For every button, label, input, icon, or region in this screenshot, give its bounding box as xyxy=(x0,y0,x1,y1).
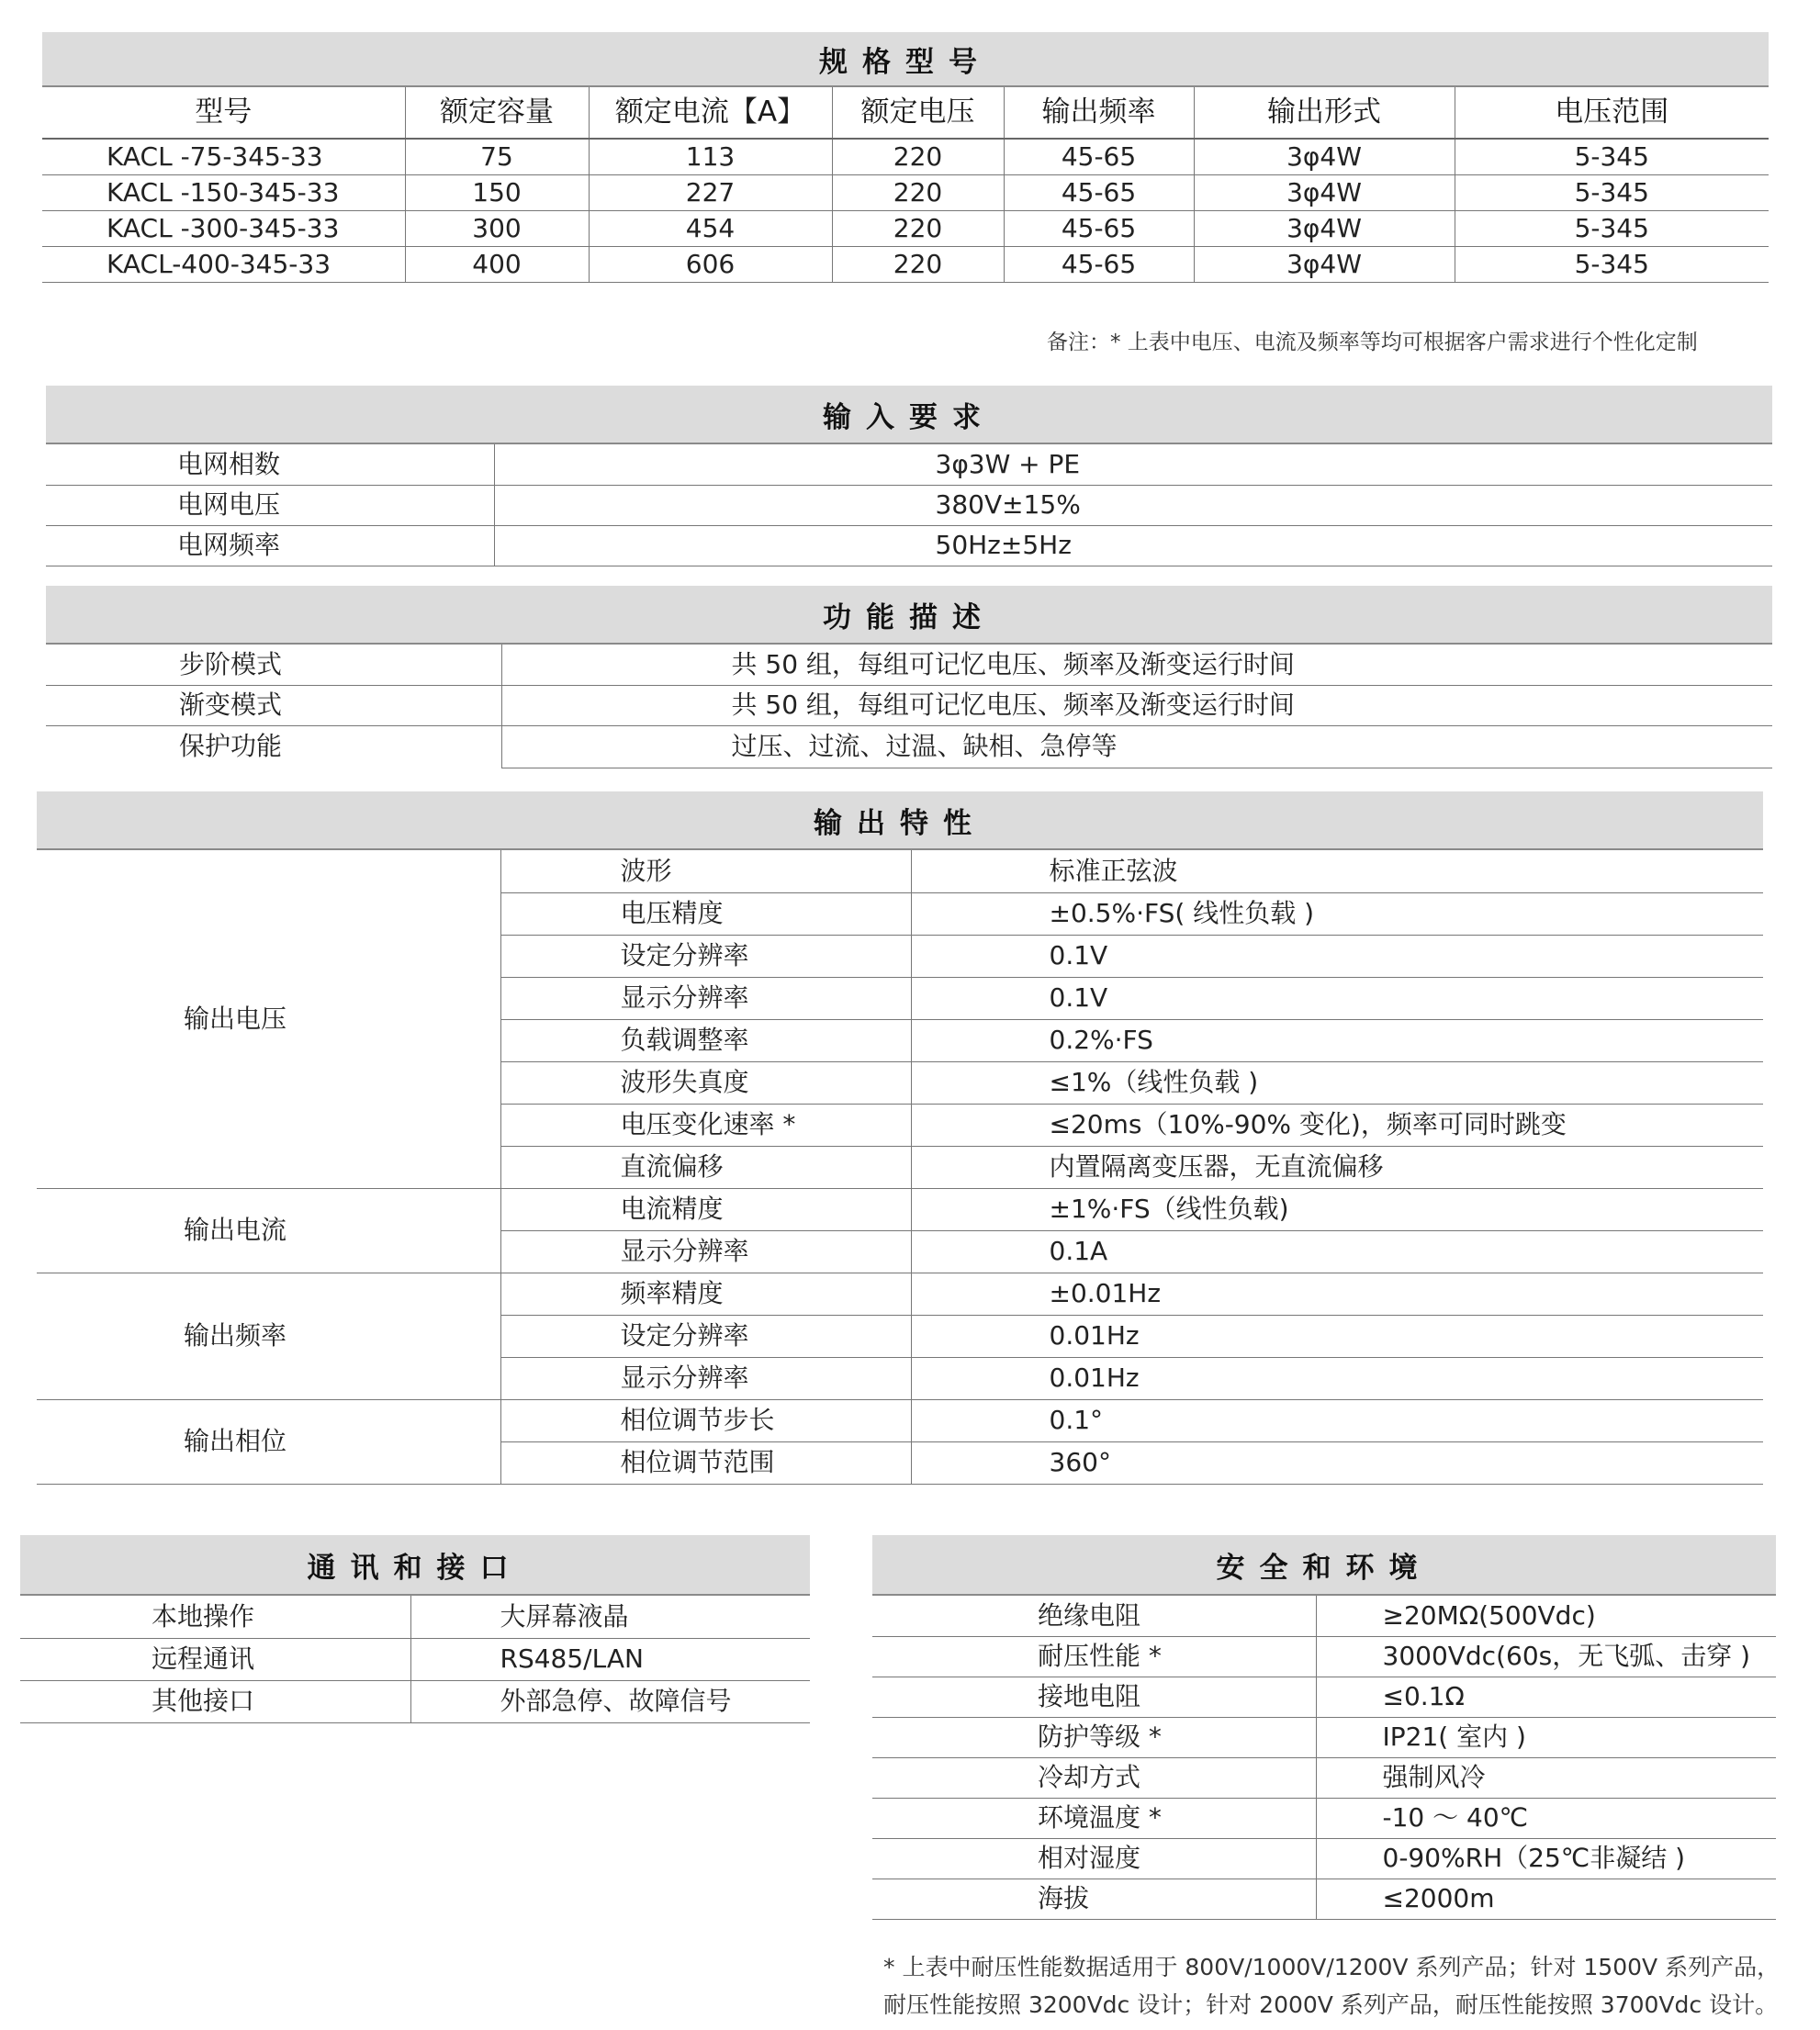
output-value: 0.1A xyxy=(911,1230,1763,1273)
safety-label: 相对湿度 xyxy=(872,1838,1316,1879)
spec-cell: KACL -150-345-33 xyxy=(42,174,405,210)
table-row xyxy=(46,444,1772,485)
output-item: 电压变化速率 * xyxy=(500,1104,911,1146)
safety-label: 绝缘电阻 xyxy=(872,1596,1316,1636)
safety-table xyxy=(872,1596,1776,1920)
spec-cell: 300 xyxy=(405,210,589,246)
spec-cell: 5-345 xyxy=(1455,139,1769,174)
table-row xyxy=(42,210,1769,246)
output-value: 0.1V xyxy=(911,935,1763,977)
function-label: 保护功能 xyxy=(179,731,283,762)
safety-label: 接地电阻 xyxy=(872,1677,1316,1717)
table-row xyxy=(46,645,1772,685)
output-item: 波形失真度 xyxy=(500,1061,911,1104)
function-value: 共 50 组，每组可记忆电压、频率及渐变运行时间 xyxy=(501,685,1772,725)
table-row xyxy=(20,1596,810,1638)
output-value: 0.2%·FS xyxy=(911,1019,1763,1061)
output-value: ±1%·FS（线性负载) xyxy=(911,1188,1763,1230)
input-table xyxy=(46,444,1772,566)
spec-cell: 45-65 xyxy=(1004,210,1194,246)
input-value: 380V±15% xyxy=(494,485,1772,525)
spec-cell: 3φ4W xyxy=(1194,246,1455,282)
table-row xyxy=(37,1273,1763,1315)
output-value: ±0.5%·FS( 线性负载 ) xyxy=(911,892,1763,935)
spec-cell: 113 xyxy=(589,139,832,174)
spec-cell: 150 xyxy=(405,174,589,210)
output-item: 显示分辨率 xyxy=(500,1357,911,1399)
output-group-voltage: 输出电压 xyxy=(37,850,500,1188)
comm-label: 其他接口 xyxy=(20,1680,410,1722)
output-table xyxy=(37,850,1763,1485)
output-value: ≤20ms（10%-90% 变化)，频率可同时跳变 xyxy=(911,1104,1763,1146)
output-value: 0.01Hz xyxy=(911,1357,1763,1399)
spec-cell: 45-65 xyxy=(1004,174,1194,210)
table-row xyxy=(872,1798,1776,1838)
safety-note-line-1: * 上表中耐压性能数据适用于 800V/1000V/1200V 系列产品；针对 1500V 系列产品， xyxy=(883,1954,1781,1980)
spec-cell: 3φ4W xyxy=(1194,139,1455,174)
spec-col-voltage: 额定电压 xyxy=(832,87,1004,139)
function-label: 步阶模式 xyxy=(46,645,501,685)
input-value: 3φ3W + PE xyxy=(494,444,1772,485)
table-row xyxy=(872,1757,1776,1798)
spec-cell: 75 xyxy=(405,139,589,174)
safety-value: 强制风冷 xyxy=(1316,1757,1776,1798)
comm-value: 大屏幕液晶 xyxy=(410,1596,810,1638)
function-label: 渐变模式 xyxy=(46,685,501,725)
input-label: 电网频率 xyxy=(46,525,494,566)
safety-value: 3000Vdc(60s，无飞弧、击穿 ) xyxy=(1316,1636,1776,1677)
safety-value: IP21( 室内 ) xyxy=(1316,1717,1776,1757)
output-section-header: 输出特性 xyxy=(37,791,1763,850)
spec-cell: 220 xyxy=(832,246,1004,282)
output-value: 0.01Hz xyxy=(911,1315,1763,1357)
table-row xyxy=(872,1636,1776,1677)
output-item: 负载调整率 xyxy=(500,1019,911,1061)
output-value: ±0.01Hz xyxy=(911,1273,1763,1315)
table-row xyxy=(872,1717,1776,1757)
output-item: 显示分辨率 xyxy=(500,1230,911,1273)
spec-header-row xyxy=(42,87,1769,139)
table-row xyxy=(37,1399,1763,1441)
safety-section-header: 安全和环境 xyxy=(872,1535,1776,1596)
safety-value: 0-90%RH（25℃非凝结 ) xyxy=(1316,1838,1776,1879)
table-row xyxy=(20,1680,810,1722)
safety-value: ≤0.1Ω xyxy=(1316,1677,1776,1717)
spec-cell: 5-345 xyxy=(1455,174,1769,210)
spec-cell: 3φ4W xyxy=(1194,174,1455,210)
function-table xyxy=(46,645,1772,768)
spec-col-frequency: 输出频率 xyxy=(1004,87,1194,139)
comm-value: 外部急停、故障信号 xyxy=(410,1680,810,1722)
spec-cell: 5-345 xyxy=(1455,246,1769,282)
output-value: 0.1° xyxy=(911,1399,1763,1441)
spec-cell: 454 xyxy=(589,210,832,246)
output-item: 波形 xyxy=(500,850,911,892)
output-item: 相位调节步长 xyxy=(500,1399,911,1441)
output-value: ≤1%（线性负载 ) xyxy=(911,1061,1763,1104)
table-row xyxy=(46,485,1772,525)
output-item: 相位调节范围 xyxy=(500,1441,911,1484)
safety-value: ≤2000m xyxy=(1316,1879,1776,1919)
comm-label: 本地操作 xyxy=(20,1596,410,1638)
output-group-current: 输出电流 xyxy=(37,1188,500,1273)
spec-col-voltage-range: 电压范围 xyxy=(1455,87,1769,139)
output-item: 电流精度 xyxy=(500,1188,911,1230)
output-item: 设定分辨率 xyxy=(500,1315,911,1357)
table-row xyxy=(46,525,1772,566)
safety-note-line-2: 耐压性能按照 3200Vdc 设计；针对 2000V 系列产品，耐压性能按照 3700Vdc 设计。 xyxy=(883,1991,1779,2018)
spec-cell: 45-65 xyxy=(1004,246,1194,282)
safety-label: 环境温度 * xyxy=(872,1798,1316,1838)
spec-cell: 606 xyxy=(589,246,832,282)
table-row xyxy=(37,1188,1763,1230)
spec-col-output-form: 输出形式 xyxy=(1194,87,1455,139)
table-row xyxy=(42,246,1769,282)
spec-cell: KACL -75-345-33 xyxy=(42,139,405,174)
table-row xyxy=(872,1879,1776,1919)
spec-col-current: 额定电流【A】 xyxy=(589,87,832,139)
output-group-phase: 输出相位 xyxy=(37,1399,500,1484)
comm-label: 远程通讯 xyxy=(20,1638,410,1680)
output-value: 内置隔离变压器，无直流偏移 xyxy=(911,1146,1763,1188)
spec-cell: 220 xyxy=(832,210,1004,246)
table-row xyxy=(20,1638,810,1680)
output-item: 电压精度 xyxy=(500,892,911,935)
output-item: 直流偏移 xyxy=(500,1146,911,1188)
output-item: 显示分辨率 xyxy=(500,977,911,1019)
function-section-header: 功能描述 xyxy=(46,586,1772,645)
spec-col-model: 型号 xyxy=(42,87,405,139)
function-value: 共 50 组，每组可记忆电压、频率及渐变运行时间 xyxy=(501,645,1772,685)
comm-table xyxy=(20,1596,810,1723)
spec-cell: 45-65 xyxy=(1004,139,1194,174)
input-label: 电网相数 xyxy=(46,444,494,485)
spec-cell: 227 xyxy=(589,174,832,210)
spec-table xyxy=(42,87,1769,283)
spec-cell: 400 xyxy=(405,246,589,282)
spec-cell: 3φ4W xyxy=(1194,210,1455,246)
function-value: 过压、过流、过温、缺相、急停等 xyxy=(501,725,1772,768)
output-group-frequency: 输出频率 xyxy=(37,1273,500,1399)
table-row xyxy=(872,1677,1776,1717)
safety-value: ≥20MΩ(500Vdc) xyxy=(1316,1596,1776,1636)
spec-section-header: 规格型号 xyxy=(42,32,1769,87)
safety-label: 海拔 xyxy=(872,1879,1316,1919)
output-value: 360° xyxy=(911,1441,1763,1484)
spec-col-capacity: 额定容量 xyxy=(405,87,589,139)
comm-section-header: 通讯和接口 xyxy=(20,1535,810,1596)
output-item: 频率精度 xyxy=(500,1273,911,1315)
table-row xyxy=(42,174,1769,210)
spec-cell: 220 xyxy=(832,174,1004,210)
safety-label: 防护等级 * xyxy=(872,1717,1316,1757)
output-value: 标准正弦波 xyxy=(911,850,1763,892)
input-label: 电网电压 xyxy=(46,485,494,525)
safety-label: 耐压性能 * xyxy=(872,1636,1316,1677)
table-row xyxy=(872,1838,1776,1879)
output-value: 0.1V xyxy=(911,977,1763,1019)
table-row xyxy=(872,1596,1776,1636)
spec-cell: 5-345 xyxy=(1455,210,1769,246)
safety-value: -10 ～ 40℃ xyxy=(1316,1798,1776,1838)
table-row xyxy=(46,725,1772,768)
safety-label: 冷却方式 xyxy=(872,1757,1316,1798)
input-value: 50Hz±5Hz xyxy=(494,525,1772,566)
table-row xyxy=(37,850,1763,892)
input-section-header: 输入要求 xyxy=(46,386,1772,444)
spec-cell: KACL -300-345-33 xyxy=(42,210,405,246)
table-row xyxy=(46,685,1772,725)
spec-cell: KACL-400-345-33 xyxy=(42,246,405,282)
output-item: 设定分辨率 xyxy=(500,935,911,977)
comm-value: RS485/LAN xyxy=(410,1638,810,1680)
spec-cell: 220 xyxy=(832,139,1004,174)
spec-note: 备注：* 上表中电压、电流及频率等均可根据客户需求进行个性化定制 xyxy=(1047,331,1698,354)
table-row xyxy=(42,139,1769,174)
